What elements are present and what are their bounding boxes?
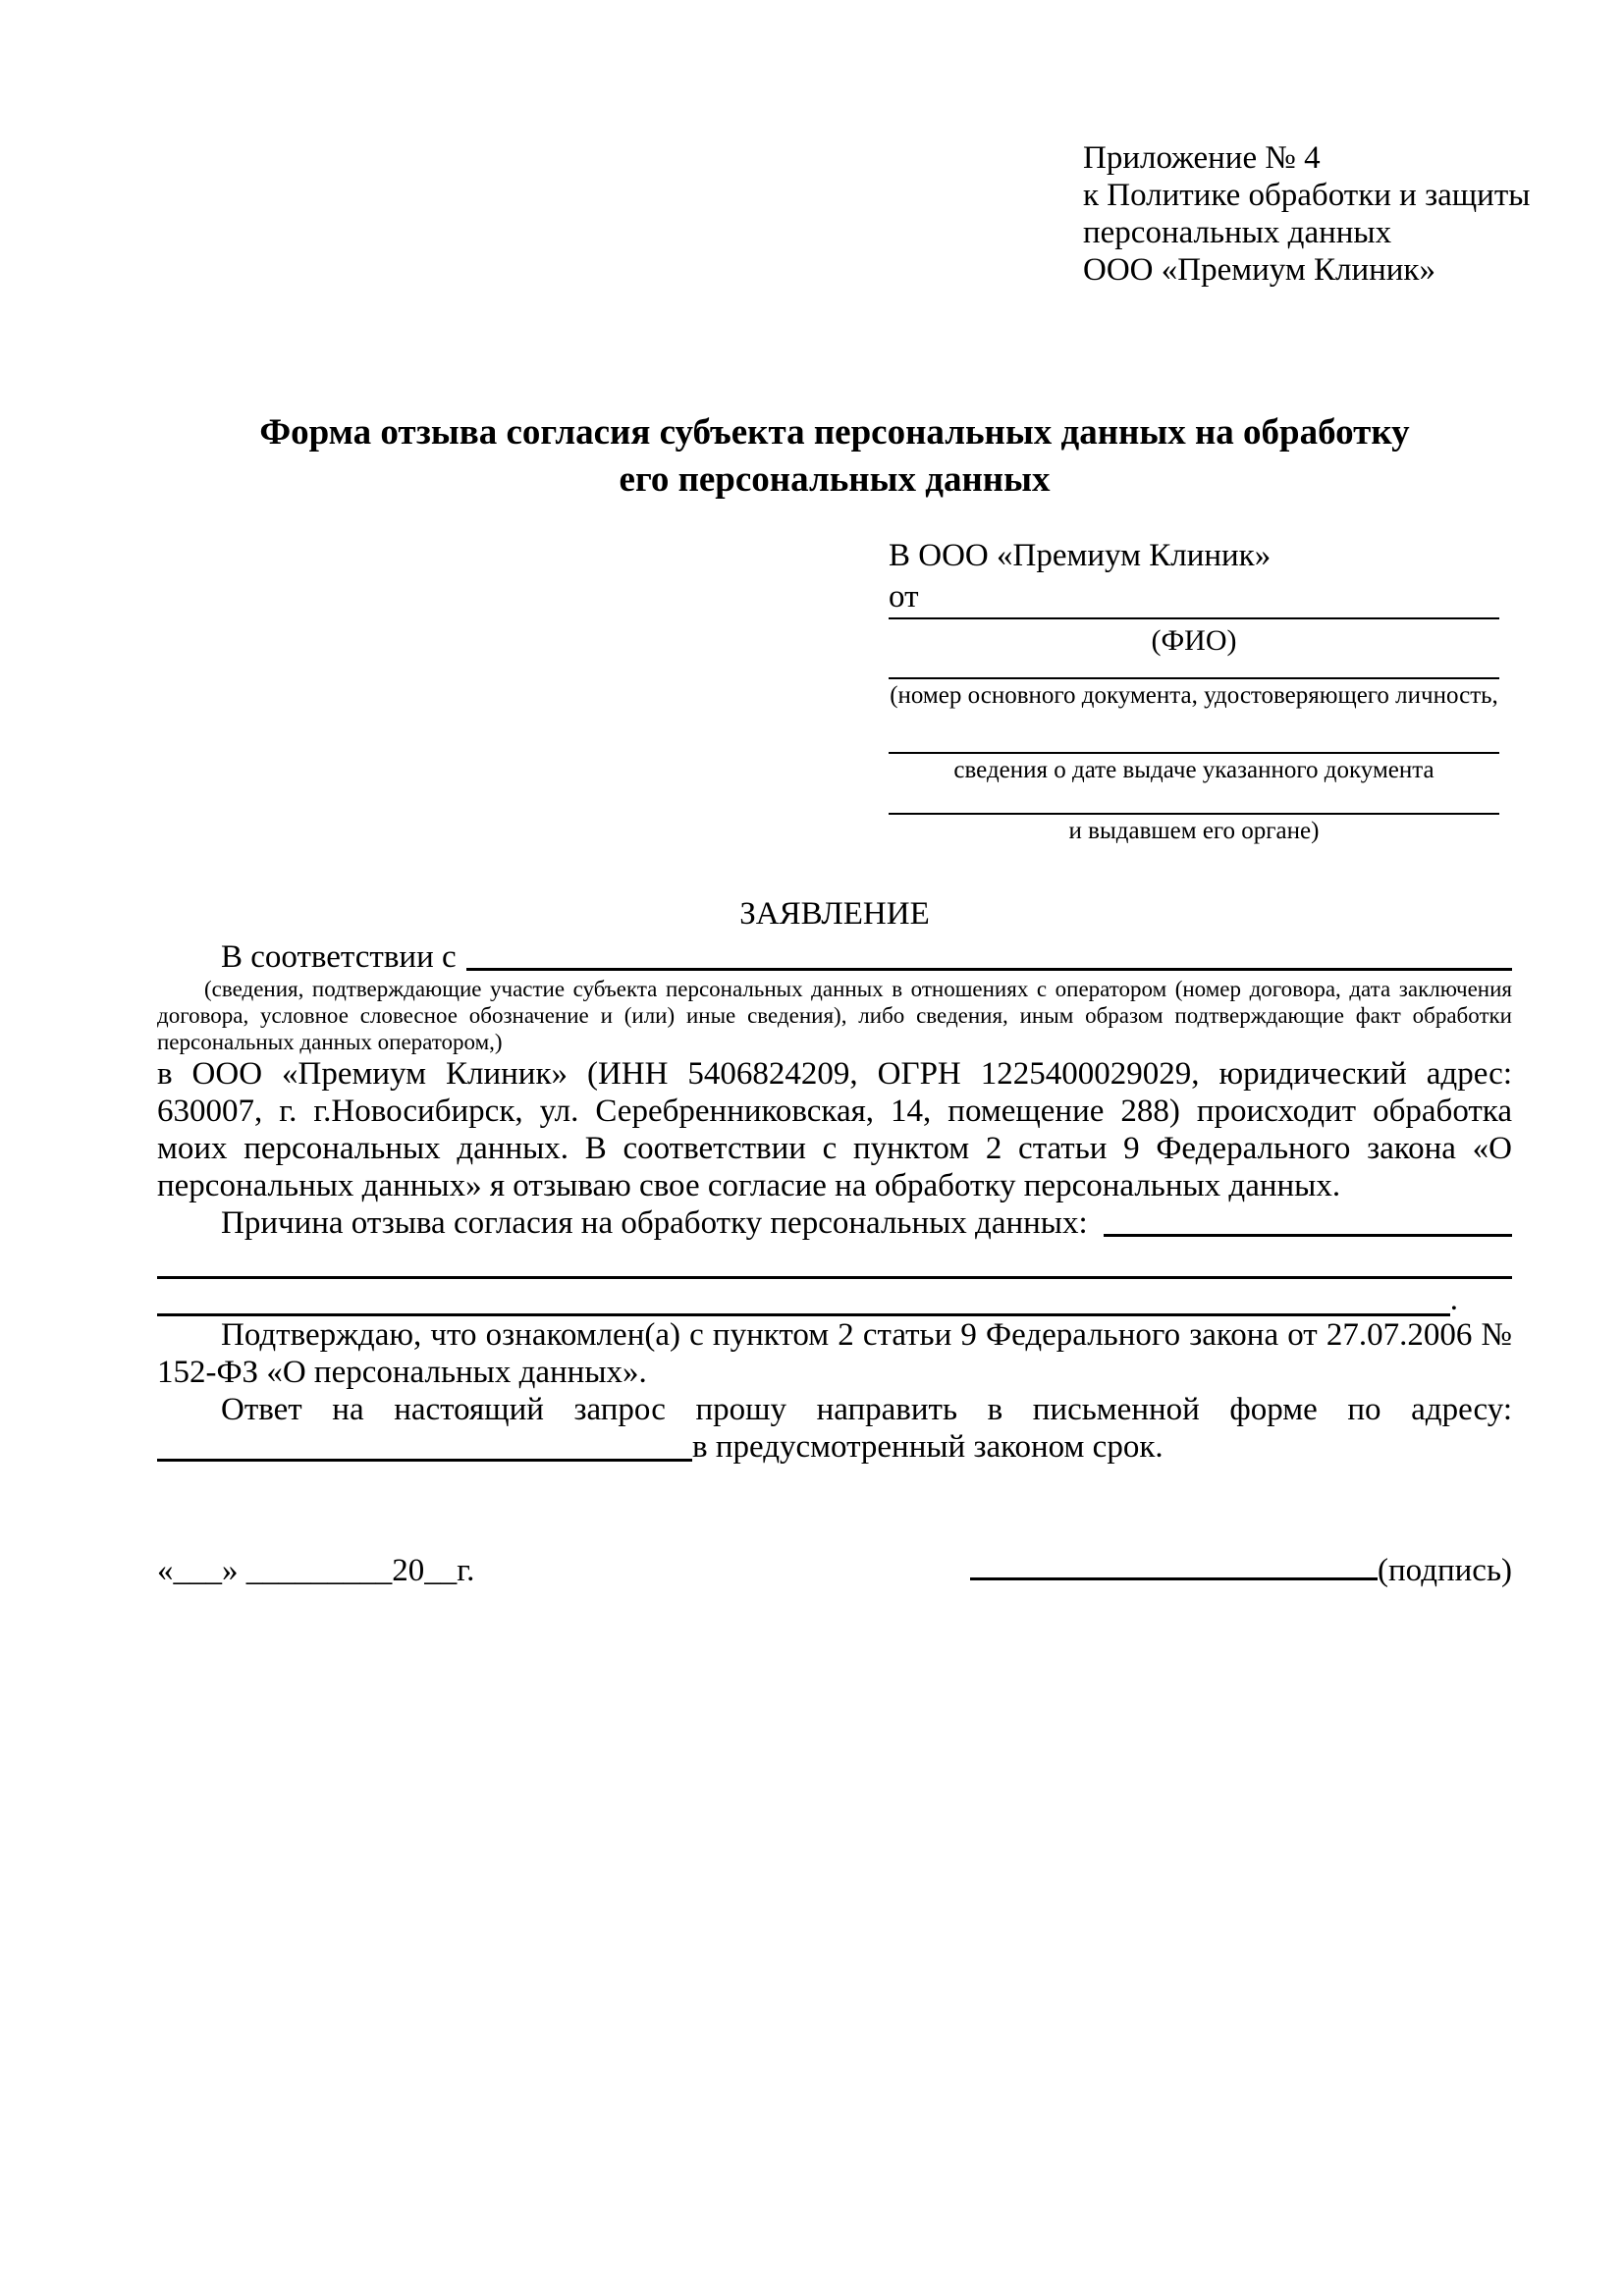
fio-blank-line — [889, 617, 1499, 619]
reason-blank-line — [1104, 1204, 1512, 1237]
reply-address-row — [157, 1428, 1512, 1466]
appendix-line: персональных данных — [1083, 215, 1392, 250]
signing-row — [157, 1552, 1512, 1589]
reason-writing-line-2-rule — [157, 1279, 1450, 1316]
reason-writing-line-2 — [157, 1279, 1512, 1316]
issue-date-blank-line — [889, 752, 1499, 754]
reason-writing-line-1 — [157, 1242, 1512, 1279]
addressee-from-label: от — [889, 579, 919, 614]
statement-heading: ЗАЯВЛЕНИЕ — [739, 896, 930, 932]
reply-lead-paragraph: Ответ на настоящий запрос прошу направить в письменной форме по адресу: — [221, 1392, 1512, 1427]
intro-blank-line — [466, 938, 1512, 971]
document-number-caption: (номер основного документа, удостоверяющего личность, — [890, 682, 1498, 709]
appendix-line: к Политике обработки и защиты — [1083, 178, 1531, 213]
addressee-block — [889, 535, 1499, 846]
document-title-line: его персональных данных — [619, 459, 1051, 500]
paragraph-indent — [157, 938, 221, 976]
document-number-blank-line — [889, 677, 1499, 679]
intro-lead: В соответствии с — [221, 939, 457, 975]
reason-row — [157, 1204, 1512, 1242]
issuing-authority-blank-line — [889, 813, 1499, 815]
document-title-line: Форма отзыва согласия субъекта персональных данных на обработку — [259, 412, 1410, 453]
sentence-period: . — [1449, 1282, 1458, 1317]
confirmation-paragraph: Подтверждаю, что ознакомлен(а) с пунктом 2 статьи 9 Федерального закона от 27.07.2006 № 152-ФЗ «О персональных данных». — [157, 1317, 1512, 1390]
issue-date-caption: сведения о дате выдаче указанного документа — [953, 757, 1435, 783]
addressee-to: В ООО «Премиум Клиник» — [889, 538, 1272, 573]
signature-caption: (подпись) — [1378, 1553, 1512, 1588]
reply-tail: в предусмотренный законом срок. — [692, 1429, 1164, 1465]
paragraph-indent — [157, 1204, 221, 1242]
appendix-line: ООО «Премиум Клиник» — [1083, 252, 1435, 288]
appendix-line: Приложение № 4 — [1083, 140, 1321, 176]
signature-group — [970, 1552, 1512, 1589]
address-blank-line — [157, 1428, 692, 1462]
issuing-authority-caption: и выдавшем его органе) — [1068, 818, 1320, 844]
date-blank: «___» _________20__г. — [157, 1553, 475, 1588]
body-paragraph: в ООО «Премиум Клиник» (ИНН 5406824209, ОГРН 1225400029029, юридический адрес: 630007, г. г.Новосибирск, ул. Серебренниковская, 14, помещение 288) происходит обработка моих персональных данных. В соответствии с пунктом 2 статьи 9 Федерального закона «О персональных данных» я отзываю свое согласие на обработку персональных данных. — [157, 1056, 1512, 1203]
reason-label: Причина отзыва согласия на обработку персональных данных: — [221, 1205, 1088, 1241]
document-title — [157, 409, 1512, 504]
appendix-block — [1083, 139, 1531, 289]
signature-blank-line — [970, 1577, 1378, 1580]
intro-row — [157, 938, 1512, 976]
fio-caption: (ФИО) — [1151, 624, 1237, 657]
intro-note: (сведения, подтверждающие участие субъекта персональных данных в отношениях с оператором (номер договора, дата заключения договора, условное словесное обозначение и (или) иные сведения), либо сведения, иным образом подтверждающие факт обработки персональных данных оператором,) — [157, 977, 1512, 1054]
